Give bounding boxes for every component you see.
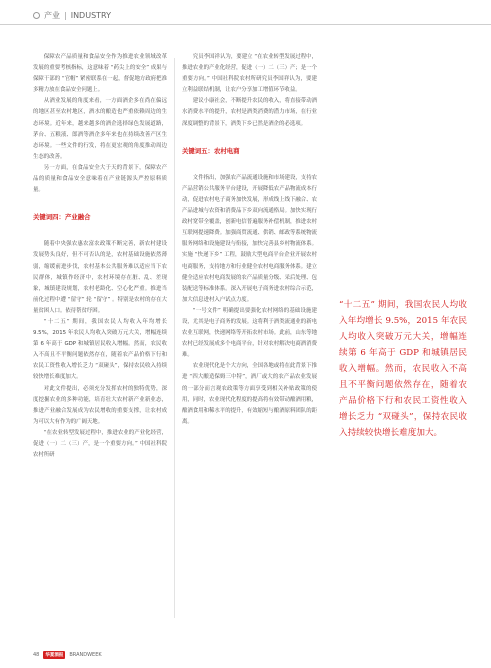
- section-title-en: INDUSTRY: [70, 10, 111, 20]
- paragraph: 究员李国祥认为，要建立 “在农业转型发展过程中，推进农业的产业化经营，促进（一）二（三）产；是一个重要方向。” 中国社科院农村所研究员李国祥认为，要建立利益联结机制，让农户分享加工增值环节收益。: [182, 54, 317, 94]
- magazine-name: BRANDWEEK: [69, 652, 102, 658]
- paragraph: 建议小康社会，不断提升农民的收入，将直接带动酒水消费水平的提升，农村是酒类消费的潜力市场，在行业深度调整的背景下，酒类下乡已然是酒企的必选项。: [182, 98, 317, 127]
- article-column-left: [33, 52, 167, 461]
- page-footer: [33, 650, 102, 660]
- section-title: 产业: [44, 10, 60, 20]
- page-number: 48: [33, 652, 40, 658]
- paragraph: 对此文件提出，必须充分发挥农村的独特优势，深度挖掘农业的多种功能，培育壮大农村新产业新业态，推进产业融合发展成为农民增收的重要支撑，让农村成为可以大有作为的广阔天地。: [33, 385, 167, 425]
- article-column-middle: [182, 52, 317, 428]
- header-separator: |: [64, 10, 67, 20]
- page-header: [33, 8, 111, 22]
- paragraph: “一号文件” 明确提出要强化农村网络的基础设施建设，尤其是电子商务的发展。这将利于酒类流通业的新电农业互联网，快递网络等开拓农村市场。此前，山东等地农村已经发展成多个电商平台，针对农村解决电商酒消费难。: [182, 307, 317, 359]
- paragraph: 从酒业发展的角度来看，一方面酒企多在尚在偏远的地区甚至农村地区，酒水的酿造也严重依赖周边的生态环境。近年来，越来越多的酒企选择绿色发展道路，茅台、五粮液、郎酒等酒企多年来也在持续改善产区生态环境。一些文件的行发，将在更宏观的角度推动周边生态的改善。: [33, 98, 167, 160]
- paragraph: “在农业转型发展过程中，推进农业的产业化经营，促进（一）二（三）产，是一个重要方向。” 中国社科院农村所研: [33, 429, 167, 459]
- paragraph: 文件指出，加强农产品流通设施和市场建设，支持农产品营销公共服务平台建设，开展降低农产品物流成本行动，促进农村电子商务加快发展，形成线上线下融合、农产品进城与农资和消费品下乡双向流通格局。加快实现行政村宽带全覆盖，创新电信普遍服务补偿机制，推进农村互联网提速降费。加强商贸流通、供销、邮政等系统物流服务网络和设施建设与衔接，加快完善县乡村物流体系。实施 “快递下乡” 工程，鼓励大型电商平台企业开展农村电商服务，支持地方和行业健全农村电商服务体系。建立健全适应农村电商发展的农产品质量分级、采后处理、包装配送等标准体系。深入开展电子商务进农村综合示范，加大信息进村入户试点力度。: [182, 174, 317, 303]
- paragraph: “十二五” 期间，我国农民人均收入年均增长 9.5%，2015 年农民人均收入突破万元大关，增幅连续第 6 年高于 GDP 和城镇居民收入增幅。然而，农民收入不高且不平衡问题依然存在，随着农产品价格下行和农民工资性收入增长乏力 “双碰头”，保持农民收入持续较快增长难度加大。: [33, 318, 167, 381]
- keyword-heading: 关键词四：产业融合: [33, 213, 91, 222]
- paragraph: 保障农产品质量和食品安全作为推进农业领域改革发展的重要考核指标，这意味着 “药尖上的安全” 成果与保障干部的 “官帽” 紧密联系在一起，督促地方政府把准多精力放在食品安全问题上。: [33, 54, 167, 94]
- keyword-heading: 关键词五：农村电商: [182, 146, 240, 155]
- header-divider: [0, 24, 491, 25]
- paragraph: 农业现代化是个大方向，全国各地或将在此背景下推进 “四大酿造保姆三中特”，酒厂或大的农产品农业发展的一部分而言观农政策等方面享受到相关补贴政策的使用，同时，农业现代化程度的提高将有效带动酿酒用粮，酿酒食用和稀水平的提升，有效缩短与酿酒原料团队的距离。: [182, 363, 317, 425]
- paragraph: 另一方面，在食品安全大于天的背景下，保障农产品的质量和食品安全意味着在产业链源头严控原料质量。: [33, 164, 167, 194]
- paragraph: 随着中央强农惠农富农政策不断完善，新农村建设发展势头良好，但不可否认的是，农村基础设施依然薄弱，缩缓前进步伐，农村基本公共服务难以适应当下农民群体，城镇作经济中，农村环境存在脏、乱、差现象，城镇建设规划，农村老龄化、空心化严重。推进当前化过程中遭 “留守” 轮 “留守” 。特别是农村的存在大量贫困人口。依待帮贫纾困。: [33, 241, 167, 314]
- column-divider: [174, 58, 175, 618]
- magazine-logo: 华夏酒报: [45, 653, 64, 658]
- pull-quote: “十二五” 期间，我国农民人均收入年均增长 9.5%，2015 年农民人均收入突破万元大关，增幅连续第 6 年高于 GDP 和城镇居民收入增幅。然而，农民收入不高且不平衡问题依然存在，随着农产品价格下行和农民工资性收入增长乏力 “双碰头”，保持农民收入持续较快增长难度加大。: [339, 300, 467, 438]
- circle-icon: [33, 12, 40, 19]
